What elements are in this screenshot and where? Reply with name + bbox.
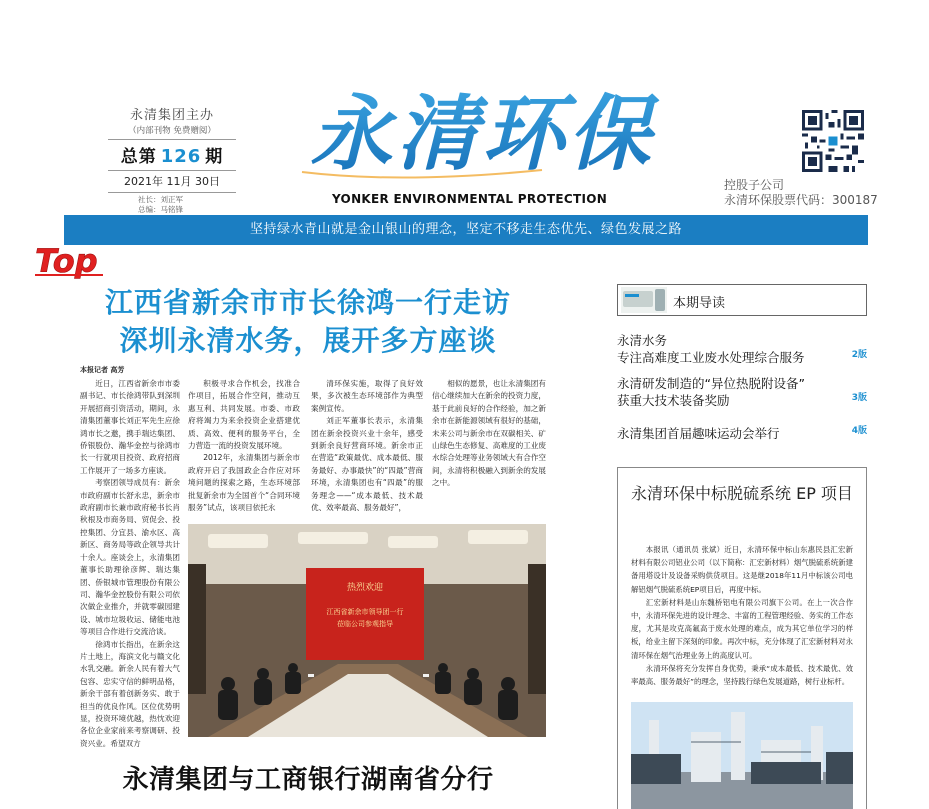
toc-page-number: 3版 xyxy=(851,393,867,403)
toc-item[interactable] xyxy=(617,375,867,409)
article-column-2 xyxy=(188,378,300,518)
qr-code-icon xyxy=(802,110,864,172)
toc-item[interactable] xyxy=(617,332,867,366)
feature-body xyxy=(631,543,853,688)
newspaper-logo xyxy=(282,72,682,192)
divider xyxy=(108,192,236,193)
holding-line1: 控股子公司 xyxy=(724,178,785,192)
toc-item[interactable] xyxy=(617,425,867,442)
staff-list xyxy=(108,195,236,215)
photo-banner-line3: 莅临公司参观指导 xyxy=(337,620,393,628)
toc-item-line1: 永清集团首届趣味运动会举行 xyxy=(617,426,780,441)
organizer-text: 永清集团主办 xyxy=(129,108,214,123)
meeting-photo xyxy=(188,524,546,737)
toc-item-line2: 获重大技术装备奖励 xyxy=(617,393,730,408)
lead-headline xyxy=(60,284,556,360)
paragraph: 积极寻求合作机会，找准合作项目，拓展合作空间，推动互惠互利、共同发展。市委、市政府将竭力为来余投资企业搭建优质、高效、便利的服务平台，全力营造一流的投资发展环境。 xyxy=(188,379,300,451)
paragraph: 永清环保将充分发挥自身优势，秉承“成本最低、技术最优、效率最高、服务最好”的理念，坚持践行绿色发展道路，树行业标杆。 xyxy=(631,663,853,687)
guide-icon xyxy=(621,287,667,313)
paragraph: 2012年，永清集团与新余市政府开启了我国政企合作应对环境问题的探索之路，生态环境部批复新余市为全国首个“合同环境服务”试点，该项目依托永 xyxy=(188,453,300,513)
issue-prefix: 总第 xyxy=(120,147,157,167)
toc-page-number: 2版 xyxy=(851,350,867,360)
chief-editor: 总编：马铭锋 xyxy=(138,205,183,214)
feature-title: 永清环保中标脱硫系统 EP 项目 xyxy=(631,484,853,503)
stock-code: 永清环保股票代码：300187 xyxy=(724,193,878,207)
guide-label: 本期导读 xyxy=(673,296,726,311)
editor: 社长：刘正军 xyxy=(138,195,183,204)
second-headline: 永清集团与工商银行湖南省分行 xyxy=(122,765,494,795)
paragraph: 本报讯（通讯员 张斌）近日，永清环保中标山东惠民县汇宏新材料有限公司铝业公司（以下简称：汇宏新材料）烟气脱硫系统新建备用塔设计及设备采购供货项目。这是继2018年11月中标该公司电解铝烟气脱硫系统EP项目后，再度中标。 xyxy=(631,545,853,594)
paragraph: 刘正军董事长表示，永清集团在新余投资兴业十余年，感受到新余良好营商环境。新余市正在营造“政策最优、成本最低、服务最好、办事最快”的“四最”营商环境，永清集团也有“四最”的服务理念——“成本最低、技术最优、效率最高、服务最好”， xyxy=(311,416,423,513)
article-column-4 xyxy=(432,378,546,518)
paragraph: 汇宏新材料是山东魏桥铝电有限公司旗下公司。在上一次合作中，永清环保先进的设计理念、丰富的工程管理经验、务实的工作态度，尤其是攻克高氟高于废水处理的难点，成为其它单位学习的样板，给业主留下深刻的印象。再次中标，充分体现了汇宏新材料对永清环保在烟气治理业务上的高度认可。 xyxy=(631,597,853,660)
toc-item-line1: 永清研发制造的“异位热脱附设备” xyxy=(617,376,805,391)
divider xyxy=(108,139,236,140)
plant-photo xyxy=(631,702,853,809)
issue-date: 2021年 11月 30日 xyxy=(124,175,220,188)
lead-headline-line1: 江西省新余市市长徐鸿一行走访 xyxy=(104,286,511,319)
photo-banner-line2: 江西省新余市领导团一行 xyxy=(326,608,404,616)
paragraph: 近日，江西省新余市市委副书记、市长徐鸿带队到深圳开展招商引资活动，期间，永清集团董事长刘正军先生应徐鸿市长之邀，携手瑞达集团、侨银股份、瀚华金控与徐鸿市长一行就项目投资、政府招商工作展开了一场多方座谈。 xyxy=(80,379,180,475)
publication-info xyxy=(108,104,236,215)
slogan-bar: 坚持绿水青山就是金山银山的理念，坚定不移走生态优先、绿色发展之路 xyxy=(64,215,868,245)
paragraph: 清环保实施，取得了良好效果，多次被生态环境部作为典型案例宣传。 xyxy=(311,379,423,413)
paragraph: 徐鸿市长指出，在新余这片土地上，海滨文化与赣文化水乳交融。新余人民有着大气包容、忠实守信的鲜明品格，新余干部有着创新务实、敢于担当的优良作风。区位优势明显，投资环境优越，热忱欢迎各位企业家前来考察调研、投资兴业。希望双方 xyxy=(80,639,180,748)
issue-suffix: 期 xyxy=(205,147,224,167)
holding-info xyxy=(724,178,878,208)
toc-item-line1: 永清水务 xyxy=(617,333,668,348)
photo-banner-line1: 热烈欢迎 xyxy=(346,583,384,593)
divider xyxy=(108,170,236,171)
paragraph: 考察团领导成员有：新余市政府副市长舒永忠，新余市政府副市长兼市政府秘书长肖秋根及市商务局、贸促会、投控集团、分宜县、渝水区、高新区、商务局等政企领导共计十余人。座谈会上，永清集团董事长助理徐彦辉、瑞达集团、侨银城市管理股份有限公司、瀚华金控股份有限公司依次做企业推介，并就零碳园建设、城市垃圾收运、储能电池等项目合作进行交流洽谈。 xyxy=(80,478,180,637)
internal-note: （内部刊物 免费赠阅） xyxy=(128,126,216,136)
issue-number-line xyxy=(108,142,236,167)
logo-title-text: 永清环保 xyxy=(310,86,654,182)
english-title: YONKER ENVIRONMENTAL PROTECTION xyxy=(332,192,608,206)
top-badge-text: Top xyxy=(35,242,98,280)
issue-number: 126 xyxy=(160,146,202,167)
byline: 本报记者 高芳 xyxy=(80,366,125,374)
article-column-3 xyxy=(311,378,423,518)
toc-item-line2: 专注高难度工业废水处理综合服务 xyxy=(617,350,805,365)
lead-headline-line2: 深圳永清水务，展开多方座谈 xyxy=(119,324,497,357)
top-badge-icon xyxy=(33,240,107,278)
article-column-1 xyxy=(80,378,180,748)
toc-page-number: 4版 xyxy=(851,426,867,436)
paragraph: 相似的愿景，也让永清集团有信心继续加大在新余的投资力度，基于此前良好的合作经验，加之新余市在新能源领域有很好的基础，未来公司与新余市在双碳相关、矿山绿色生态修复、高难度的工业废水综合处理等业务领域大有合作空间，永清将积极融入到新余的发展之中。 xyxy=(432,379,546,488)
